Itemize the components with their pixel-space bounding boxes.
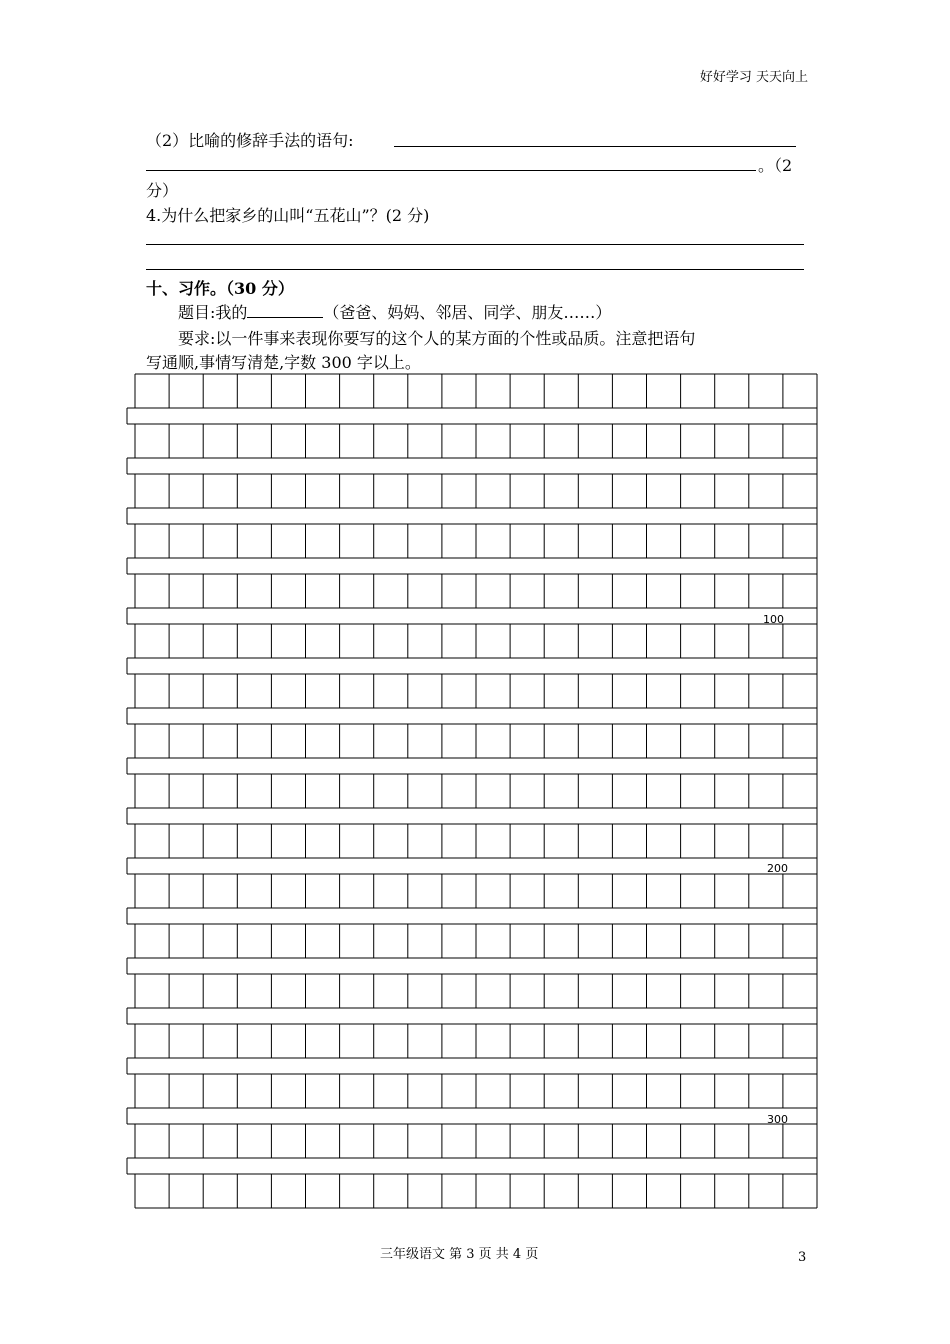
footer-text: 三年级语文 第 3 页 共 4 页 xyxy=(380,1247,539,1262)
header-motto: 好好学习 天天向上 xyxy=(699,70,808,85)
question-4-text: 4.为什么把家乡的山叫“五花山”？(2 分) xyxy=(146,206,430,225)
word-count-marker: 100 xyxy=(763,613,784,626)
question-3-score: 。（2 xyxy=(758,156,793,175)
requirement-line-1: 要求:以一件事来表现你要写的这个人的某方面的个性或品质。注意把语句 xyxy=(178,329,696,348)
topic-suffix: （爸爸、妈妈、邻居、同学、朋友……） xyxy=(323,303,612,322)
word-count-marker: 200 xyxy=(767,862,788,875)
question-3-score-cont: 分） xyxy=(146,181,179,200)
section-title: 十、习作。（30 分） xyxy=(146,279,294,298)
question-3-sub2-label: （2）比喻的修辞手法的语句: xyxy=(146,131,354,150)
word-count-marker: 300 xyxy=(767,1113,788,1126)
page-number: 3 xyxy=(798,1250,807,1265)
topic-prefix: 题目:我的 xyxy=(178,303,248,322)
requirement-line-2: 写通顺,事情写清楚,字数 300 字以上。 xyxy=(146,353,421,372)
